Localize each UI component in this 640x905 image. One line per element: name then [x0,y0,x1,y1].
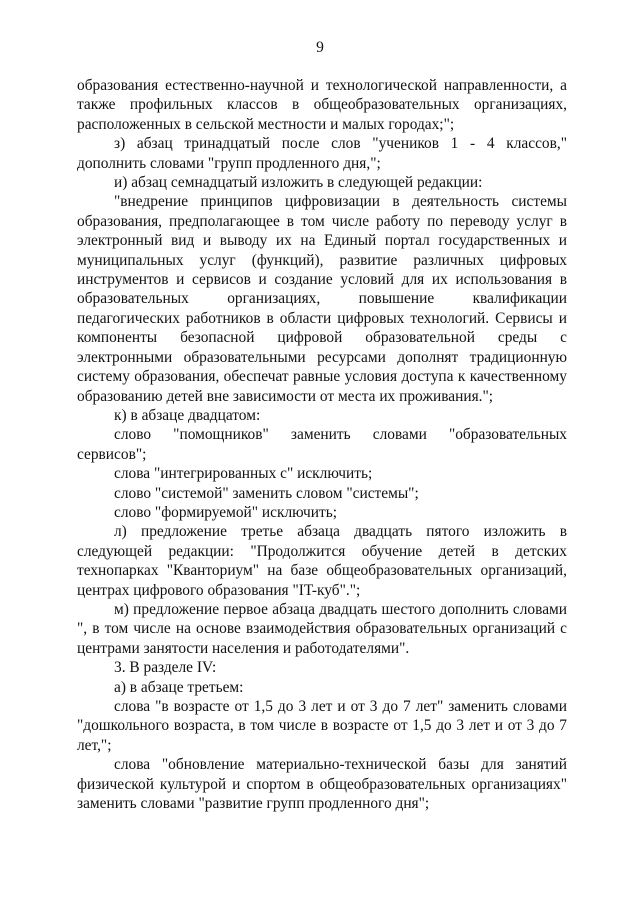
page-number: 9 [316,39,324,56]
paragraph-continuation: образования естественно-научной и технологической направленности, а также профильных классов в общеобразовательных организациях, расположенных в сельской местности и малых городах;"; [77,77,567,133]
paragraph-replace-material-base: слова "обновление материально-технической базы для занятий физической культурой и спортом в общеобразовательных организациях" заменить словами "развитие групп продленного дня"; [77,756,567,813]
paragraph-remove-formiruemoy: слово "формируемой" исключить; [114,503,338,521]
paragraph-remove-integrirovannyh: слова "интегрированных с" исключить; [114,465,373,483]
paragraph-item-a: а) в абзаце третьем: [114,678,244,696]
paragraph-replace-age: слова "в возрасте от 1,5 до 3 лет и от 3 до 7 лет" заменить словами "дошкольного возраста, в том числе в возрасте от 1,5 до 3 лет и от 3 до 7 лет,"; [77,698,567,754]
paragraph-item-i: и) абзац семнадцатый изложить в следующей редакции: [114,174,483,192]
paragraph-replace-sistemoy: слово "системой" заменить словом "системы"; [114,484,419,502]
document-body [77,76,567,813]
paragraph-quote-digitalization: "внедрение принципов цифровизации в деятельность системы образования, предполагающее в том числе работу по переводу услуг в электронный вид и выводу их на Единый портал государственных и муниципальных услуг (функций), развитие различных цифровых инструментов и сервисов и создание условий для их использования в образовательных организациях, повышение квалификации педагогических работников в области цифровых технологий. Сервисы и компоненты безопасной цифровой образовательной среды с электронными образовательными ресурсами дополнят традиционную систему образования, обеспечат равные условия доступа к качественному образованию детей вне зависимости от места их проживания."; [77,193,567,405]
section-heading-iv: 3. В разделе IV: [114,659,217,677]
paragraph-item-z: з) абзац тринадцатый после слов "учеников 1 - 4 классов," дополнить словами "групп продленного дня,"; [77,135,567,172]
paragraph-item-l: л) предложение третье абзаца двадцать пятого изложить в следующей редакции: "Продолжится обучение детей в детских технопарках "Кванториум" на базе общеобразовательных организаций, центрах цифрового образования "IT-куб"."; [77,523,567,599]
paragraph-replace-pomoshnikov: слово "помощников" заменить словами "образовательных сервисов"; [77,426,567,463]
paragraph-item-m: м) предложение первое абзаца двадцать шестого дополнить словами ", в том числе на основе взаимодействия образовательных организаций с центрами занятости населения и работодателями". [77,600,567,657]
paragraph-item-k: к) в абзаце двадцатом: [114,406,261,424]
